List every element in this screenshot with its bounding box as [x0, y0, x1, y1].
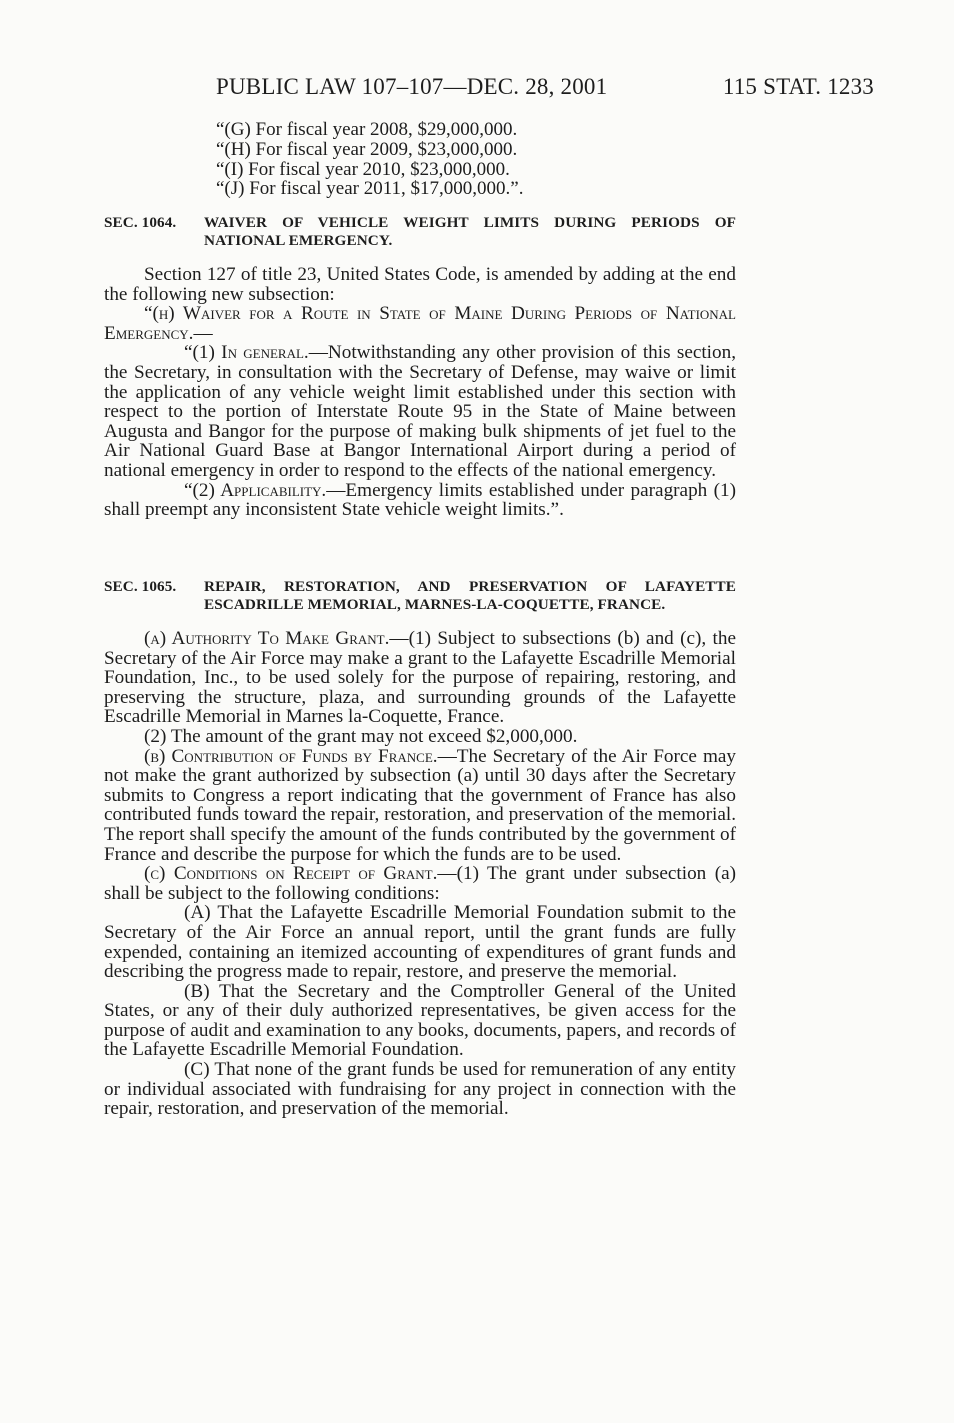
subsection-b	[104, 747, 736, 865]
paragraph-2	[104, 481, 736, 520]
paragraph-1	[104, 343, 736, 480]
section-1064	[104, 214, 736, 520]
section-heading	[104, 214, 736, 249]
subsection-b-text: —The Secretary of the Air Force may not make the grant authorized by subsection (a) until 30 days after the Secretary submits to Congress a report indicating that the government of France has also contributed funds toward the repair, restoration, and preservation of the memorial. The report shall specify the amount of the funds contributed by the government of France and describe the purpose for which the funds are to be used.	[104, 745, 737, 865]
section-title: REPAIR, RESTORATION, AND PRESERVATION OF LAFAYETTE ESCADRILLE MEMORIAL, MARNES-LA-COQUETTE, FRANCE.	[204, 578, 736, 613]
subsection-h-heading: “(h) Waiver for a Route in State of Maine During Periods of National Emergency.—	[104, 303, 736, 344]
fiscal-year-item: “(J) For fiscal year 2011, $17,000,000.”.	[216, 178, 524, 200]
subsection-a-text: —(1) Subject to subsections (b) and (c), the Secretary of the Air Force may make a grant to the Lafayette Escadrille Memorial Foundation, Inc., to be used solely for the purpose of repairing, restoring, and preserving the structure, plaza, and surrounding grounds of the Lafayette Escadrille Memorial in Marnes la-Coquette, France.	[104, 628, 737, 728]
section-title: WAIVER OF VEHICLE WEIGHT LIMITS DURING PERIODS OF NATIONAL EMERGENCY.	[204, 214, 736, 249]
fiscal-year-item: “(G) For fiscal year 2008, $29,000,000.	[216, 119, 518, 140]
condition-a: (A) That the Lafayette Escadrille Memorial Foundation submit to the Secretary of the Air Force an annual report, until the grant funds are fully expended, containing an itemized accounting of expenditures of grant funds and describing the progress made to repair, restore, and preserve the memorial.	[104, 902, 736, 983]
paragraph-1-heading: “(1) In general.	[184, 342, 309, 364]
condition-b: (B) That the Secretary and the Comptroller General of the United States, or any of their duly authorized representatives, be given access for the purpose of audit and examination to any books, documents, papers, and records of the Lafayette Escadrille Memorial Foundation.	[104, 980, 736, 1061]
subsection-c	[104, 864, 736, 903]
subsection-b-heading: (b) Contribution of Funds by France.	[144, 745, 438, 767]
law-citation: PUBLIC LAW 107–107—DEC. 28, 2001	[216, 74, 608, 99]
statute-page-number: 115 STAT. 1233	[722, 74, 874, 99]
section-1065	[104, 578, 736, 1119]
subsection-a-heading: (a) Authority To Make Grant.	[144, 628, 390, 649]
fiscal-year-list	[104, 120, 734, 199]
section-number: SEC. 1065.	[104, 578, 177, 595]
subsection-a	[104, 629, 736, 727]
subsection-c-heading: (c) Conditions on Receipt of Grant.	[144, 863, 438, 885]
section-number: SEC. 1064.	[104, 214, 177, 231]
paragraph-2-text: —Emergency limits established under paragraph (1) shall preempt any inconsistent State vehicle weight limits.”.	[104, 479, 736, 521]
paragraph-2-heading: “(2) Applicability.	[184, 479, 327, 501]
fiscal-year-item: “(I) For fiscal year 2010, $23,000,000.	[216, 158, 510, 180]
section-intro: Section 127 of title 23, United States Code, is amended by adding at the end the following new subsection:	[104, 264, 736, 305]
paragraph-1-text: —Notwithstanding any other provision of this section, the Secretary, in consultation with the Secretary of Defense, may waive or limit the application of any vehicle weight limit established under this section with respect to the portion of Interstate Route 95 in the State of Maine between Augusta and Bangor for the purpose of making bulk shipments of jet fuel to the Air National Guard Base at Bangor International Airport during a period of national emergency in order to respond to the effects of the national emergency.	[104, 342, 736, 481]
section-heading	[104, 578, 736, 613]
fiscal-year-item: “(H) For fiscal year 2009, $23,000,000.	[216, 138, 518, 160]
condition-c: (C) That none of the grant funds be used for remuneration of any entity or individual associated with fundraising for any project in connection with the repair, restoration, and preservation of the memorial.	[104, 1059, 736, 1120]
subsection-a2: (2) The amount of the grant may not exceed $2,000,000.	[144, 725, 578, 747]
subsection-c-text: —(1) The grant under subsection (a) shall be subject to the following conditions:	[104, 863, 736, 904]
